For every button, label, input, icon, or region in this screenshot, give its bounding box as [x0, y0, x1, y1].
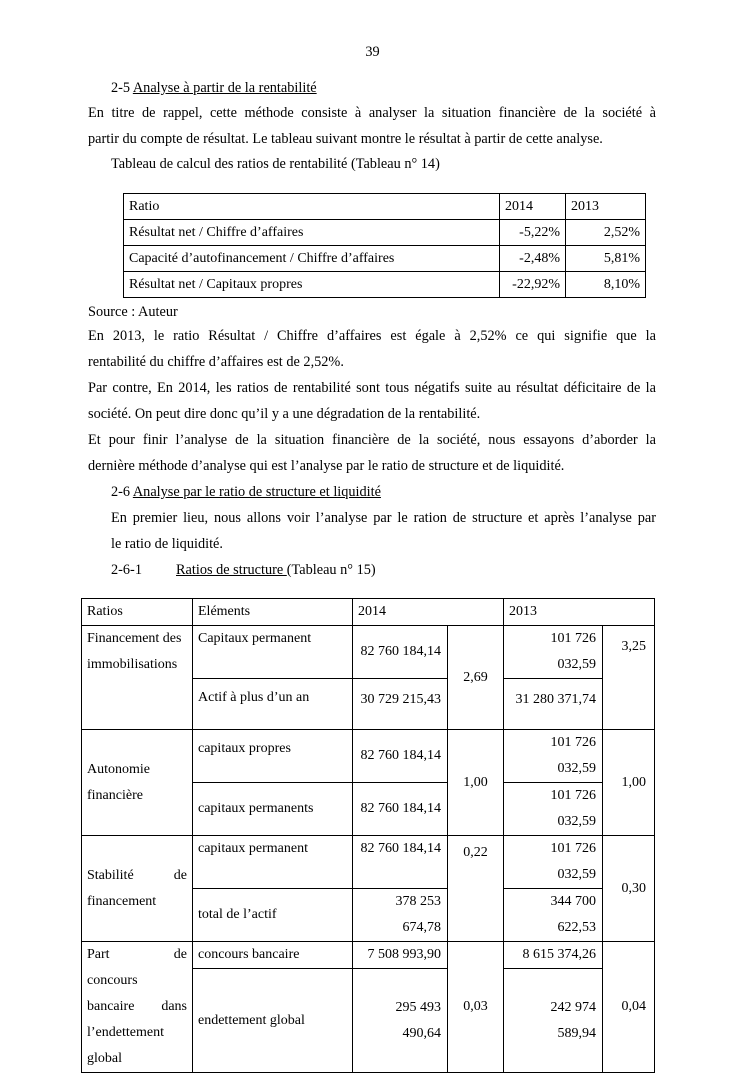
value-cell: 2,52%: [566, 220, 646, 246]
header-cell: 2014: [500, 194, 566, 220]
element-cell: capitaux propres: [193, 730, 353, 783]
value-cell: -5,22%: [500, 220, 566, 246]
paragraph-line: En 2013, le ratio Résultat / Chiffre d’affaires est égale à 2,52% ce qui signifie que la: [88, 328, 656, 344]
section-title: Analyse par le ratio de structure et liquidité: [132, 484, 381, 500]
ratio-name-line: global: [87, 1051, 122, 1066]
ratio-value-cell: 0,04: [603, 942, 655, 1073]
value-cell: 8 615 374,26: [504, 942, 603, 969]
header-cell: Ratio: [124, 194, 500, 220]
ratio-word: dans: [161, 999, 187, 1014]
value-cell: 31 280 371,74: [504, 679, 603, 730]
paragraph-line: En premier lieu, nous allons voir l’analyse par le ration de structure et après l’analyse par: [111, 510, 656, 526]
element-cell: Capitaux permanent: [193, 626, 353, 679]
table-row: [124, 220, 646, 246]
ratio-value-cell: 2,69: [448, 626, 504, 730]
ratio-cell: Résultat net / Capitaux propres: [124, 272, 500, 298]
value-cell: 101 726 032,59: [504, 730, 603, 783]
paragraph-line: Par contre, En 2014, les ratios de rentabilité sont tous négatifs suite au résultat déficitaire de la: [88, 380, 656, 396]
value-cell: 82 760 184,14: [353, 783, 448, 836]
value-cell: -2,48%: [500, 246, 566, 272]
table-reference: (Tableau n° 15): [286, 562, 376, 578]
value-cell: 242 974 589,94: [504, 969, 603, 1073]
ratio-value-cell: 1,00: [603, 730, 655, 836]
table-header-row: [124, 194, 646, 220]
ratio-name-cell: [82, 836, 193, 942]
ratio-name-line: [87, 942, 187, 968]
value-cell: 295 493 490,64: [353, 969, 448, 1073]
paragraph-line: dernière méthode d’analyse qui est l’analyse par le ratio de structure et de liquidité.: [88, 458, 565, 474]
paragraph-line: partir du compte de résultat. Le tableau suivant montre le résultat à partir de cette analyse.: [88, 131, 603, 147]
ratio-value-cell: 1,00: [448, 730, 504, 836]
section-number: 2-5: [111, 80, 133, 96]
header-cell: 2013: [504, 599, 655, 626]
ratio-name-line: [87, 863, 187, 889]
value-cell: 82 760 184,14: [353, 730, 448, 783]
element-cell: capitaux permanents: [193, 783, 353, 836]
ratio-value-cell: 0,22: [448, 836, 504, 942]
value-cell: -22,92%: [500, 272, 566, 298]
header-cell: Eléments: [193, 599, 353, 626]
ratio-value-cell: 0,03: [448, 942, 504, 1073]
paragraph-line: En titre de rappel, cette méthode consiste à analyser la situation financière de la société à: [88, 105, 656, 121]
ratio-value-cell: 0,30: [603, 836, 655, 942]
paragraph-line: le ratio de liquidité.: [111, 536, 223, 552]
page-number: 39: [365, 44, 380, 60]
ratio-name-cell: Financement des immobilisations: [82, 626, 193, 730]
value-cell: 344 700 622,53: [504, 889, 603, 942]
table-row: [82, 942, 655, 969]
element-cell: endettement global: [193, 969, 353, 1073]
ratio-word: bancaire: [87, 999, 135, 1014]
element-cell: Actif à plus d’un an: [193, 679, 353, 730]
value-cell: 5,81%: [566, 246, 646, 272]
value-cell: 82 760 184,14: [353, 836, 448, 889]
table-caption: Tableau de calcul des ratios de rentabilité (Tableau n° 14): [111, 156, 440, 172]
ratio-cell: Résultat net / Chiffre d’affaires: [124, 220, 500, 246]
structure-ratios-table: [81, 598, 655, 1073]
ratio-name-cell: Autonomie financière: [82, 730, 193, 836]
value-cell: 101 726 032,59: [504, 783, 603, 836]
ratio-word: Part: [87, 947, 110, 962]
table-row: [82, 626, 655, 679]
table-row: [124, 272, 646, 298]
table-row: [124, 246, 646, 272]
paragraph-line: rentabilité du chiffre d’affaires est de 2,52%.: [88, 354, 344, 370]
section-number: 2-6-1: [111, 562, 142, 578]
ratio-name-line: [87, 994, 187, 1020]
header-cell: 2014: [353, 599, 504, 626]
section-heading-2-6-1: [111, 557, 656, 583]
value-cell: 101 726 032,59: [504, 626, 603, 679]
profitability-ratios-table: [123, 193, 646, 298]
ratio-name-line: concours: [87, 973, 138, 988]
section-heading-2-5: [111, 75, 656, 101]
ratio-name-line: financement: [87, 893, 157, 909]
paragraph-line: Et pour finir l’analyse de la situation financière de la société, nous essayons d’aborder la: [88, 432, 656, 448]
table-row: [82, 836, 655, 889]
section-title: Analyse à partir de la rentabilité: [132, 80, 317, 96]
element-cell: total de l’actif: [193, 889, 353, 942]
header-cell: Ratios: [82, 599, 193, 626]
table-header-row: [82, 599, 655, 626]
ratio-cell: Capacité d’autofinancement / Chiffre d’affaires: [124, 246, 500, 272]
value-cell: 378 253 674,78: [353, 889, 448, 942]
ratio-value-cell: 3,25: [603, 626, 655, 730]
value-cell: 82 760 184,14: [353, 626, 448, 679]
section-title: Ratios de structure: [176, 562, 287, 578]
element-cell: capitaux permanent: [193, 836, 353, 889]
element-cell: concours bancaire: [193, 942, 353, 969]
ratio-word: de: [173, 947, 187, 962]
value-cell: 101 726 032,59: [504, 836, 603, 889]
ratio-name-line: l’endettement: [87, 1025, 164, 1040]
value-cell: 8,10%: [566, 272, 646, 298]
header-cell: 2013: [566, 194, 646, 220]
table-row: [82, 730, 655, 783]
section-heading-2-6: [111, 479, 656, 505]
ratio-word: de: [173, 867, 187, 883]
ratio-word: Stabilité: [87, 867, 134, 883]
section-number: 2-6: [111, 484, 133, 500]
source-note: Source : Auteur: [88, 304, 178, 320]
value-cell: 30 729 215,43: [353, 679, 448, 730]
value-cell: 7 508 993,90: [353, 942, 448, 969]
paragraph-line: société. On peut dire donc qu’il y a une dégradation de la rentabilité.: [88, 406, 481, 422]
